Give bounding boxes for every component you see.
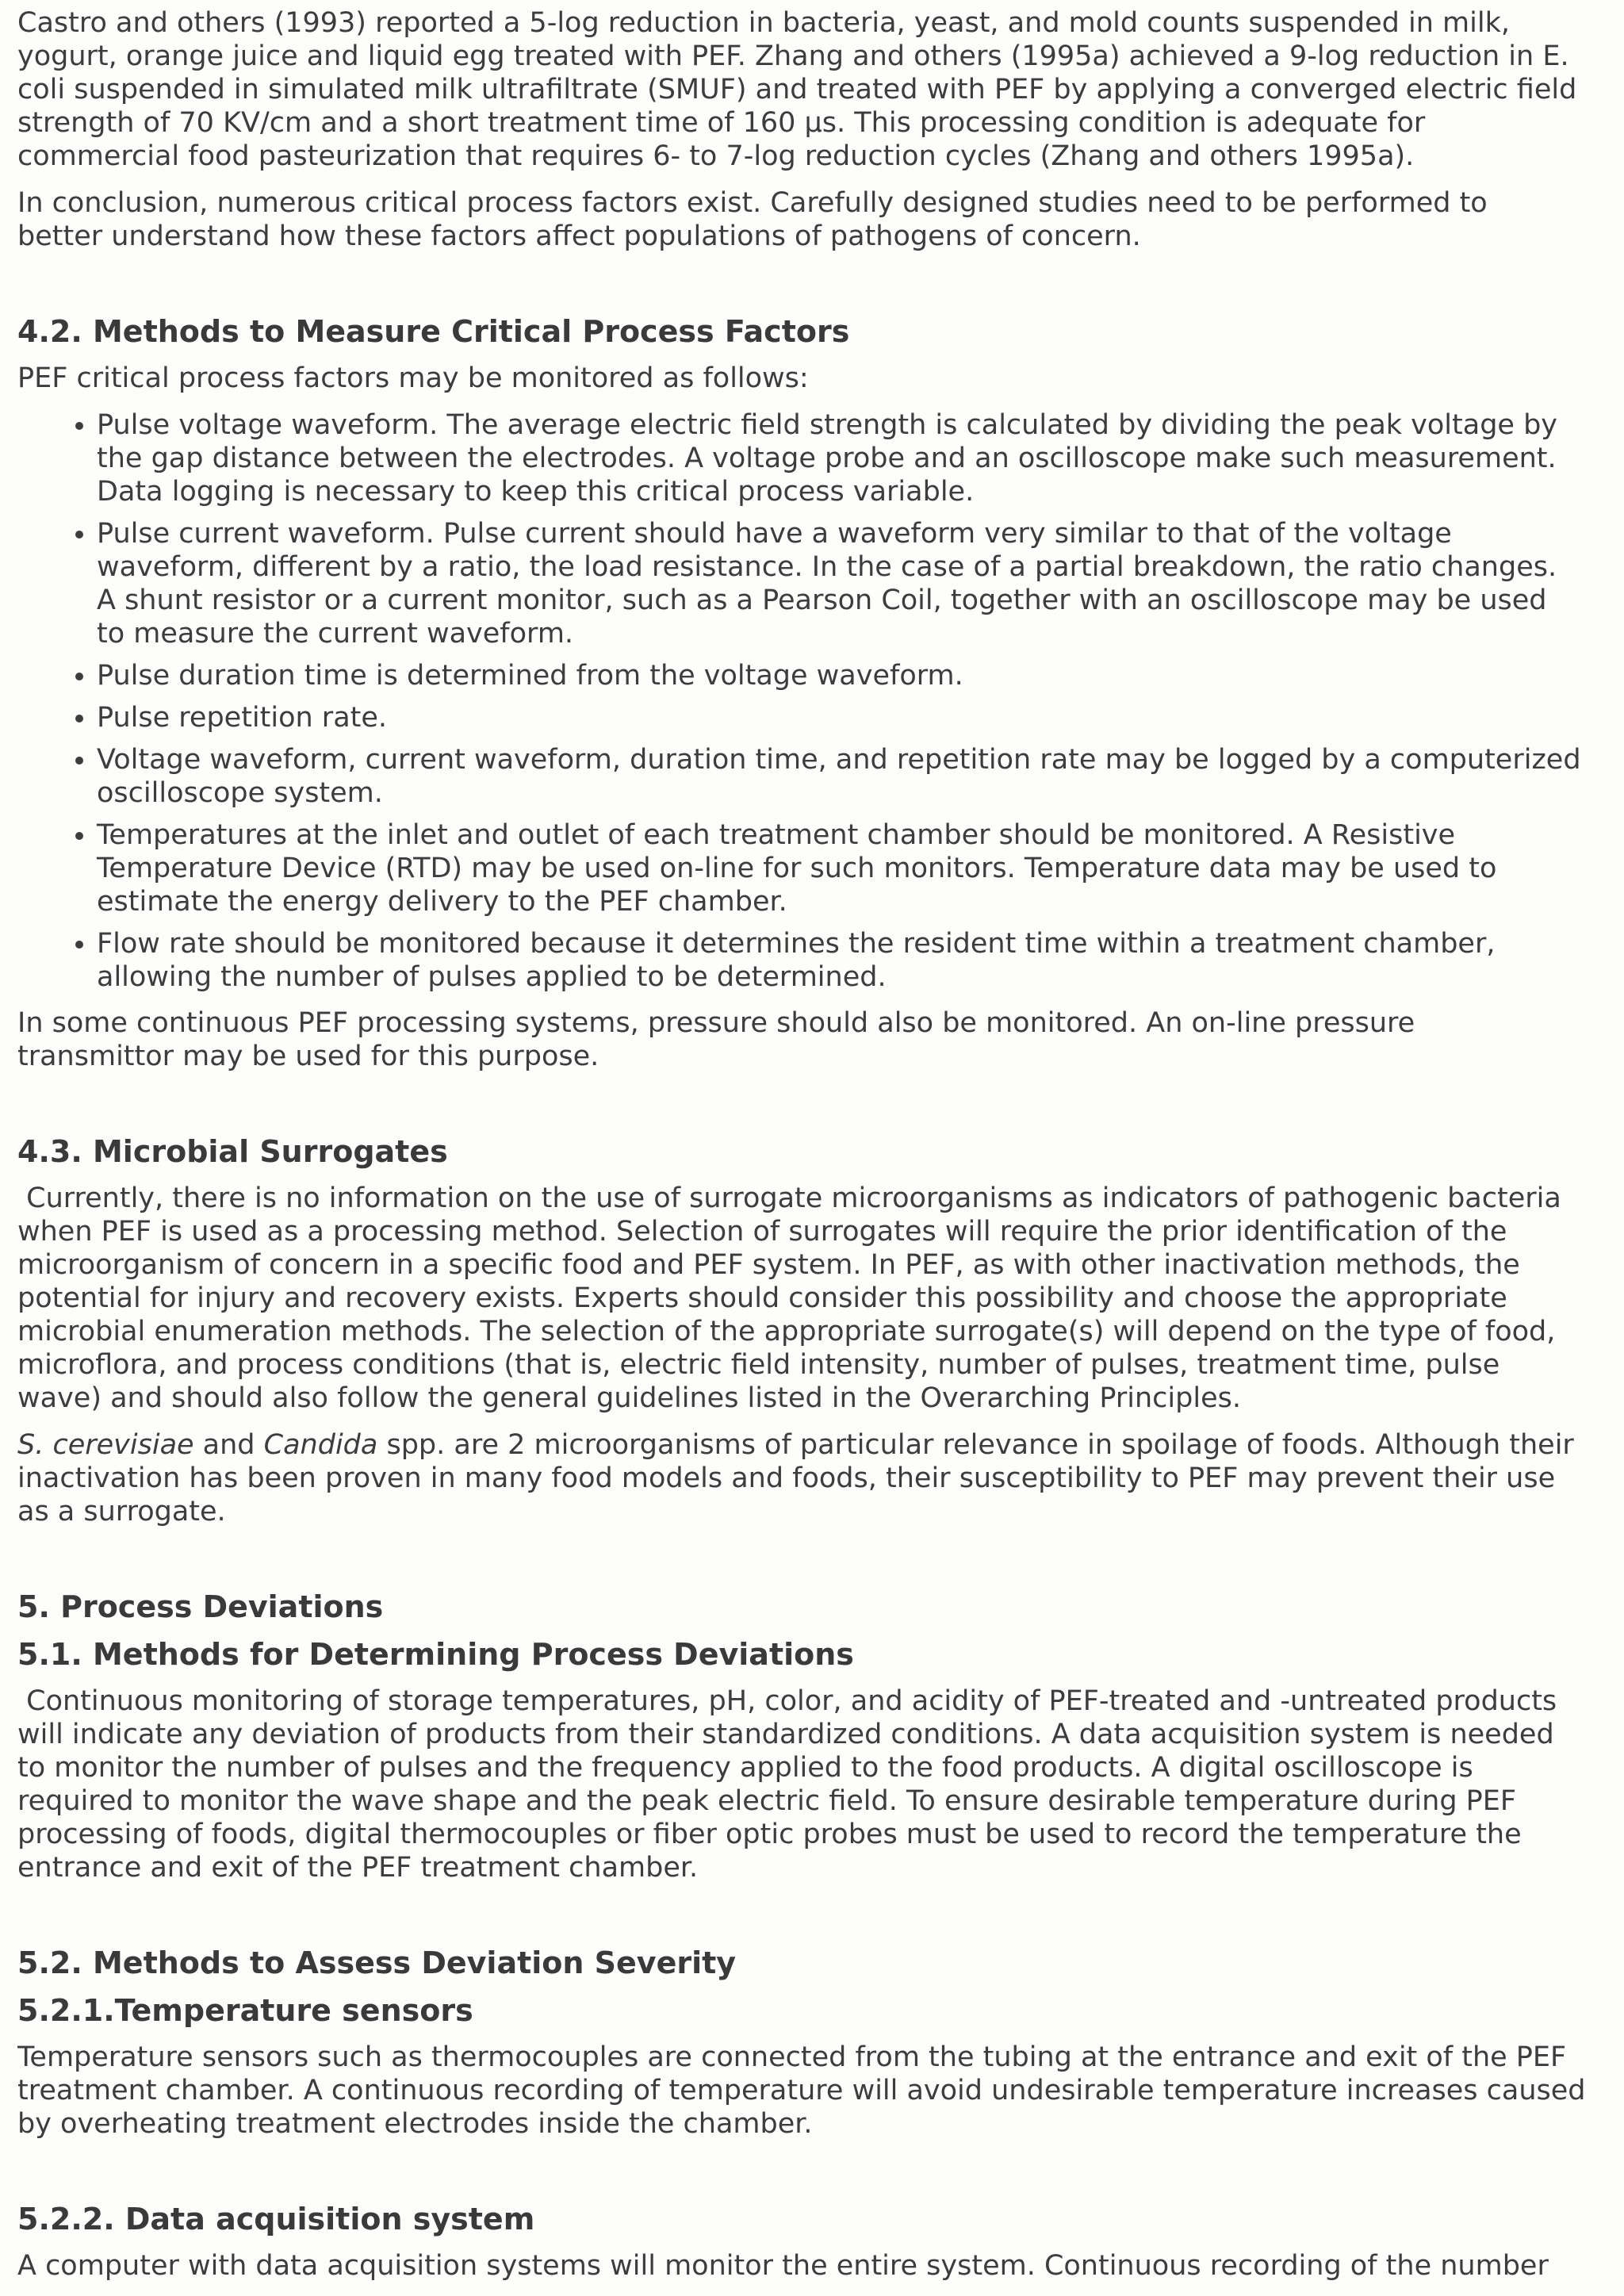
intro-paragraph-1 [17, 6, 1624, 173]
list-item [97, 743, 1624, 810]
text-line: • Flow rate should be monitored because it determines the resident time within a treatment chamber, [97, 928, 1496, 960]
section-heading-5-1: 5.1. Methods for Determining Process Deviations [17, 1637, 854, 1672]
text-line: • Pulse voltage waveform. The average electric field strength is calculated by dividing the peak voltage by [97, 409, 1557, 441]
text-line: required to monitor the wave shape and the peak electric field. To ensure desirable temperature during PEF [17, 1785, 1517, 1817]
text-line: processing of foods, digital thermocouples or fiber optic probes must be used to record the temperature the [17, 1819, 1522, 1850]
text-line: inactivation has been proven in many food models and foods, their susceptibility to PEF may prevent their use [17, 1462, 1556, 1494]
text-line: by overheating treatment electrodes inside the chamber. [17, 2108, 813, 2140]
section-heading-5: 5. Process Deviations [17, 1589, 384, 1624]
text-line: when PEF is used as a processing method. Selection of surrogates will require the prior identification of the [17, 1216, 1507, 1248]
species-name: S. cerevisiae [17, 1429, 194, 1461]
text-line: In some continuous PEF processing systems, pressure should also be monitored. An on-line pressure [17, 1007, 1415, 1039]
text-line: • Temperatures at the inlet and outlet of each treatment chamber should be monitored. A Resistive [97, 819, 1456, 851]
critical-factors-list [17, 408, 1624, 994]
list-item [97, 818, 1624, 918]
text-fragment: spp. are 2 microorganisms of particular relevance in spoilage of foods. Although their [377, 1429, 1574, 1461]
text-line: PEF critical process factors may be monitored as follows: [17, 362, 809, 394]
text-line: A shunt resistor or a current monitor, such as a Pearson Coil, together with an oscilloscope may be used [97, 585, 1547, 616]
list-item [97, 659, 1624, 692]
section-5-2-1-paragraph [17, 2041, 1624, 2141]
text-line: Currently, there is no information on the use of surrogate microorganisms as indicators of pathogenic bacteria [17, 1182, 1561, 1214]
text-line: commercial food pasteurization that requires 6- to 7-log reduction cycles (Zhang and others 1995a). [17, 140, 1415, 172]
text-line: microbial enumeration methods. The selection of the appropriate surrogate(s) will depend on the type of food, [17, 1316, 1556, 1347]
list-item [97, 701, 1624, 734]
text-line: yogurt, orange juice and liquid egg treated with PEF. Zhang and others (1995a) achieved a 9-log reduction in E. [17, 40, 1569, 72]
text-line: allowing the number of pulses applied to be determined. [97, 961, 887, 993]
text-line: better understand how these factors affect populations of pathogens of concern. [17, 220, 1141, 252]
text-fragment: and [193, 1429, 264, 1461]
text-line: potential for injury and recovery exists. Experts should consider this possibility and choose the appropriate [17, 1282, 1507, 1314]
text-line: waveform, different by a ratio, the load resistance. In the case of a partial breakdown, the ratio changes. [97, 551, 1557, 583]
text-line: to monitor the number of pulses and the frequency applied to the food products. A digital oscilloscope is [17, 1752, 1473, 1784]
section-5-1-paragraph [17, 1685, 1624, 1884]
text-line: microorganism of concern in a specific food and PEF system. In PEF, as with other inactivation methods, the [17, 1249, 1520, 1281]
list-item [97, 517, 1624, 650]
text-line: treatment chamber. A continuous recording of temperature will avoid undesirable temperature increases caused [17, 2075, 1586, 2106]
text-line: coli suspended in simulated milk ultrafiltrate (SMUF) and treated with PEF by applying a converged electric field [17, 74, 1577, 105]
text-line: wave) and should also follow the general guidelines listed in the Overarching Principles. [17, 1382, 1241, 1414]
text-line [17, 1428, 1624, 1462]
section-heading-5-2-2: 5.2.2. Data acquisition system [17, 2202, 535, 2237]
text-line: Temperature Device (RTD) may be used on-line for such monitors. Temperature data may be used to [97, 853, 1497, 884]
text-line: estimate the energy delivery to the PEF chamber. [97, 886, 787, 918]
text-line: A computer with data acquisition systems will monitor the entire system. Continuous recording of the number [17, 2250, 1549, 2282]
intro-paragraph-2 [17, 186, 1624, 253]
text-line: • Pulse repetition rate. [97, 702, 388, 734]
section-4-3-paragraph-2 [17, 1428, 1624, 1528]
section-4-2-closing [17, 1006, 1624, 1073]
text-line: entrance and exit of the PEF treatment chamber. [17, 1852, 699, 1884]
text-line: strength of 70 KV/cm and a short treatment time of 160 μs. This processing condition is adequate for [17, 107, 1426, 139]
text-line: the gap distance between the electrodes. A voltage probe and an oscilloscope make such measurement. [97, 443, 1557, 474]
section-4-2-lead [17, 362, 1624, 395]
text-line: In conclusion, numerous critical process factors exist. Carefully designed studies need to be performed to [17, 187, 1488, 219]
text-line: microflora, and process conditions (that is, electric field intensity, number of pulses, treatment time, pulse [17, 1349, 1500, 1381]
text-line: Temperature sensors such as thermocouples are connected from the tubing at the entrance and exit of the PEF [17, 2041, 1567, 2073]
section-heading-5-2-1: 5.2.1.Temperature sensors [17, 1993, 473, 2028]
text-line: Data logging is necessary to keep this critical process variable. [97, 476, 975, 508]
text-line: Castro and others (1993) reported a 5-log reduction in bacteria, yeast, and mold counts suspended in milk, [17, 7, 1510, 39]
text-line: • Voltage waveform, current waveform, duration time, and repetition rate may be logged by a computerized [97, 744, 1581, 776]
section-heading-4-3: 4.3. Microbial Surrogates [17, 1134, 448, 1169]
text-line: transmittor may be used for this purpose. [17, 1041, 599, 1072]
section-4-3-paragraph-1 [17, 1182, 1624, 1415]
list-item [97, 408, 1624, 508]
text-line: will indicate any deviation of products from their standardized conditions. A data acquisition system is needed [17, 1719, 1554, 1750]
section-heading-5-2: 5.2. Methods to Assess Deviation Severity [17, 1945, 737, 1980]
text-line: oscilloscope system. [97, 777, 383, 809]
document-page [17, 6, 1624, 2296]
text-line: to measure the current waveform. [97, 618, 574, 650]
list-item [97, 927, 1624, 994]
text-line: • Pulse duration time is determined from the voltage waveform. [97, 660, 963, 692]
species-name: Candida [263, 1429, 378, 1461]
text-line: • Pulse current waveform. Pulse current should have a waveform very similar to that of the voltage [97, 518, 1452, 550]
section-5-2-2-paragraph [17, 2249, 1624, 2283]
text-line: as a surrogate. [17, 1496, 226, 1527]
text-line: Continuous monitoring of storage temperatures, pH, color, and acidity of PEF-treated and -untreated products [17, 1685, 1557, 1717]
section-heading-4-2: 4.2. Methods to Measure Critical Process Factors [17, 314, 850, 349]
